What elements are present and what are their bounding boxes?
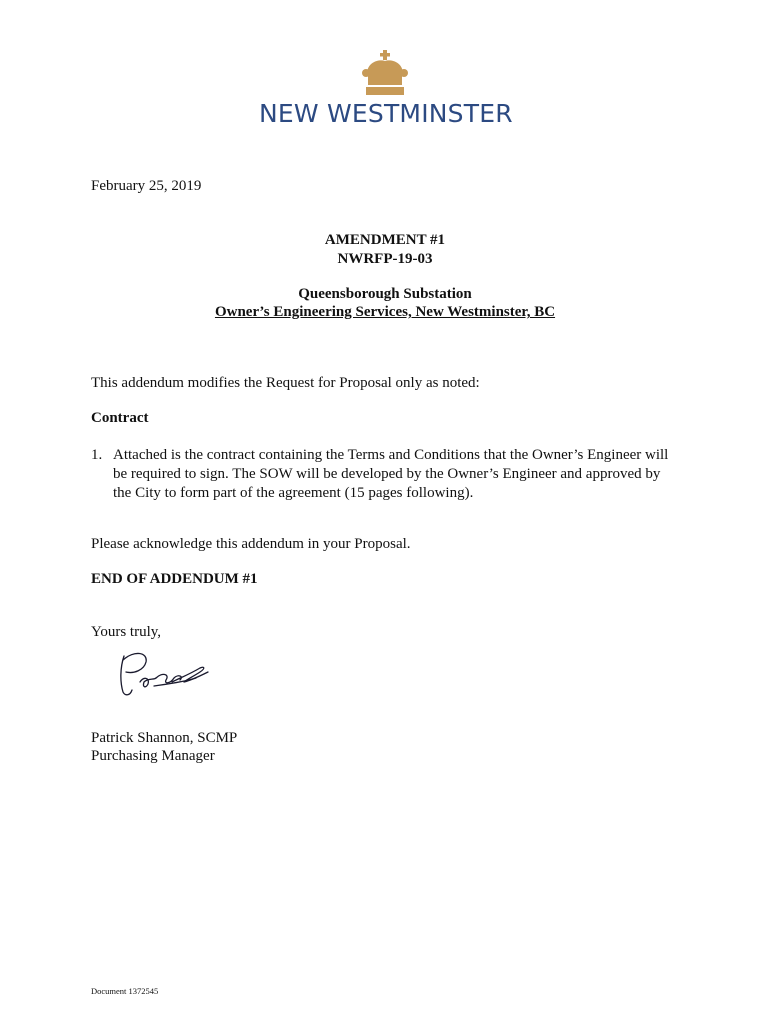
signer-name: Patrick Shannon, SCMP [91,730,238,746]
list-item-number: 1. [91,447,103,463]
signer-title: Purchasing Manager [91,748,215,764]
amendment-title: AMENDMENT #1 [324,232,446,248]
signature-image [114,648,214,700]
section-heading: Contract [91,410,149,426]
letter-date: February 25, 2019 [91,178,202,194]
document-id: Document 1372545 [91,986,159,996]
closing: Yours truly, [91,624,162,640]
brand-name: NEW WESTMINSTER [259,99,513,128]
acknowledge-text: Please acknowledge this addendum in your Proposal. [91,536,411,552]
end-note: END OF ADDENDUM #1 [91,571,258,587]
list-item-line: be required to sign. The SOW will be developed by the Owner’s Engineer and approved by [113,466,661,482]
project-subtitle: Owner’s Engineering Services, New Westminster, BC [214,304,556,320]
list-item [113,446,673,503]
list-item-line: Attached is the contract containing the Terms and Conditions that the Owner’s Engineer will [113,447,669,463]
city-logo [0,50,770,96]
intro-text: This addendum modifies the Request for Proposal only as noted: [91,375,480,391]
crown-icon [361,50,409,96]
rfp-number: NWRFP-19-03 [337,251,433,267]
list-item-line: the City to form part of the agreement (15 pages following). [113,485,474,501]
project-name: Queensborough Substation [298,286,472,302]
